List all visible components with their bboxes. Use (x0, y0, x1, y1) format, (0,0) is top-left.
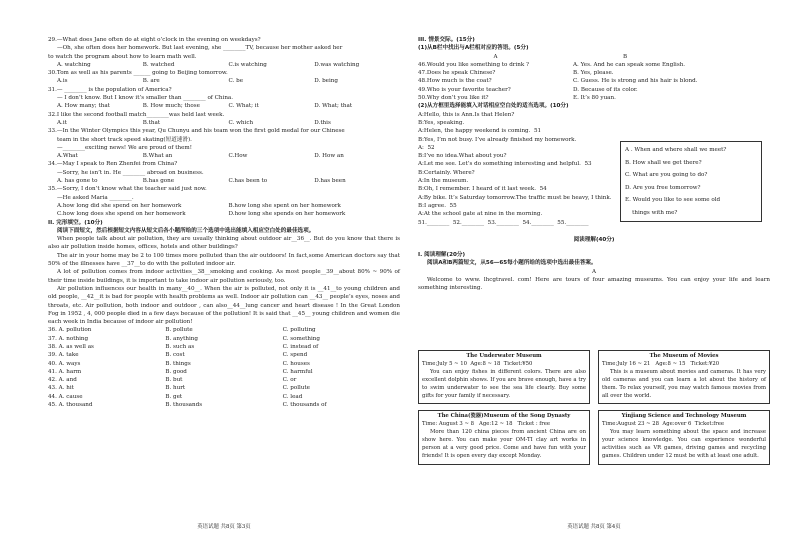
choice-item: B. How shall we get there? (625, 159, 702, 166)
prompt: 49.Who is your favorite teacher? (418, 86, 511, 93)
answer-options (48, 202, 400, 210)
matching-row (418, 69, 770, 77)
dialogue-line: B:Certainly. Where? (418, 169, 475, 176)
section-heading: II. 完形填空。(10分) (48, 219, 103, 226)
part-title: (1)从B栏中找出与A栏相对应的答语。(5分) (418, 45, 529, 52)
answer-options (48, 152, 400, 160)
dialogue-line: A:Let me see. Let’s do something interesting and helpful. 53 (418, 161, 596, 168)
question-line: —He asked Maria ________. (57, 194, 134, 201)
option[interactable]: C.How (228, 153, 248, 160)
passage-intro: Welcome to www. lhcgtravel. com! Here are tours of four amazing museums. You can enjoy your life and learn something interesting. (418, 277, 770, 292)
option[interactable]: C. polluting (282, 327, 316, 334)
museum-info: Time:August 23 ~ 28 Age:over 6 Ticket:free (602, 421, 725, 428)
option[interactable]: 41. A. harm (48, 368, 82, 375)
response: B. Yes, please. (573, 70, 614, 77)
option[interactable]: B.how long she spent on her homework (228, 202, 341, 209)
option[interactable]: C. houses (282, 360, 310, 367)
museum-info: Time:July 16 ~ 21 Age:8 ~ 15 Ticket:¥20 (602, 360, 720, 367)
option[interactable]: A. How many; that (57, 103, 110, 110)
option[interactable]: D.how long she spends on her homework (228, 211, 346, 218)
response: A. Yes. And he can speak some English. (573, 61, 686, 68)
response: E. It’s 80 yuan. (573, 95, 616, 102)
section-heading: III. 情景交际。(15分) (418, 37, 475, 43)
column-headers (418, 53, 770, 61)
option[interactable]: B. such as (165, 343, 195, 350)
option[interactable]: D.has been (314, 178, 346, 185)
question-stem: 29.—What does Jane often do at eight o’clock in the evening on weekdays? (48, 37, 261, 43)
option[interactable]: B.has gone (142, 178, 175, 185)
option[interactable]: 42. A. and (48, 377, 77, 384)
response: C. Guess. He is strong and his hair is blond. (573, 78, 698, 85)
matching-row (418, 77, 770, 85)
museum-description: More than 120 china pieces from ancient China are on show here. You can make your OM-TI clay art works in person at a very good price. Come and have fun with your friends! It is open every day except Monday. (422, 429, 586, 459)
prompt: 48.How much is the coat? (418, 78, 492, 85)
section-heading: I. 阅读理解(20分) (418, 252, 466, 259)
passage-label: A (591, 268, 597, 275)
museum-name: Yinjiang Science and Technology Museum (621, 413, 747, 420)
option[interactable]: B. but (165, 377, 183, 384)
answer-options (48, 177, 400, 185)
option-row (48, 368, 400, 376)
dialogue-line: B:Yes, I’m not busy. I’ve already finished my homework. (418, 136, 577, 143)
option-row (48, 326, 400, 334)
question-stem: 34.—May I speak to Ren Zhenfei from China? (48, 161, 178, 168)
matching-row (418, 86, 770, 94)
section-title: 阅读理解(40分) (573, 236, 615, 243)
dialogue-line: B:Yes, speaking. (418, 119, 465, 126)
option[interactable]: C. thousands of (282, 402, 327, 409)
option[interactable]: C. be (228, 78, 244, 85)
choices-box (620, 141, 762, 222)
option[interactable]: B. pollute (165, 327, 193, 334)
option[interactable]: 38. A. as well as (48, 343, 94, 350)
option[interactable]: D.was watching (314, 61, 360, 68)
option[interactable]: 43. A. hit (48, 385, 74, 392)
option[interactable]: 37. A. nothing (48, 335, 89, 342)
option[interactable]: A.how long did she spend on her homework (57, 202, 182, 209)
question-line: to watch the program about how to learn math well. (48, 53, 197, 60)
answer-options (48, 102, 400, 110)
option[interactable]: B. anything (165, 335, 198, 342)
section-instruction: 阅读A和B两篇短文，从56—65每小题所给的选项中选出最佳答案。 (427, 260, 597, 267)
prompt: 47.Does he speak Chinese? (418, 70, 496, 77)
option[interactable]: 39. A. take (48, 352, 79, 359)
passage-paragraph: Air pollution influences our health in many__40__. When the air is polluted, not only it is __41__to young children and old people, __42__it is bad for people with health problems as well. Indoor air pollution can __43__ people’s eyes, noses and throats, etc. Air pollution, both indoor and outdoor , can also__44__lung cancer and heart disease ! In the Great London Fog in 1952 , 4, 000 people died in a few days because of the pollution! It is said that __45__ young children and women die each week in India because of indoor air pollution! (48, 285, 400, 326)
dialogue-line: A:In the museum. (418, 178, 469, 185)
matching-row (418, 61, 770, 69)
answer-options (48, 119, 400, 127)
option[interactable]: D. being (314, 78, 338, 85)
answer-options (48, 77, 400, 85)
dialogue-line: A:At the school gate at nine in the morning. (418, 211, 543, 218)
dialogue-line: B:Oh, I remember. I heard of it last week. 54 (418, 186, 551, 193)
left-page (48, 36, 400, 409)
option[interactable]: C. or (282, 377, 297, 384)
option[interactable]: C.has been to (228, 178, 268, 185)
museum-card (418, 410, 590, 464)
museum-grid (418, 350, 770, 465)
choice-item: things with me? (625, 209, 678, 216)
option[interactable]: B. hurt (165, 385, 186, 392)
museum-name: The Museum of Movies (649, 353, 719, 359)
option[interactable]: A.it (57, 119, 67, 126)
museum-description: You can enjoy fishes in different colors. There are also excellent dolphin shows. If you are brave enough, have a try to swim underwater to see the sea life clearly. Buy some gifts for your family if necessary. (422, 368, 586, 399)
option-row (48, 351, 400, 359)
option[interactable]: B. are (142, 78, 160, 85)
option[interactable]: 45. A. thousand (48, 402, 93, 409)
dialogue-line: B:I’ve no idea.What about you? (418, 153, 507, 160)
museum-description: This is a museum about movies and cameras. It has very old cameras and you can learn a lot about the history of them. To relax yourself, you may watch famous movies from all over the world. (602, 368, 766, 399)
cloze-options (48, 326, 400, 409)
option[interactable]: A. watching (57, 61, 91, 68)
museum-name: The Underwater Museum (466, 353, 542, 359)
option[interactable]: C. What; it (228, 103, 259, 110)
option[interactable]: C. lead (282, 393, 303, 400)
question-stem: 32.I like the second football match________was held last week. (48, 111, 225, 118)
passage-paragraph: When people talk about air pollution, they are usually thinking about outdoor air__36__. But do you know that there is also air pollution inside homes, offices, hotels and other buildings? (48, 236, 400, 251)
question-line: team in the short track speed skating(短道速滑). (57, 136, 192, 143)
question-stem: 30.Tom as well as his parents ______ going to Beijing tomorrow. (48, 70, 228, 77)
museum-info: Time: August 3 ~ 8 Age:12 ~ 18 Ticket : free (422, 421, 551, 428)
museum-info: Time:July 5 ~ 10 Age:8 ~ 18 Ticket:¥50 (422, 360, 533, 367)
option[interactable]: B. get (165, 393, 183, 400)
response: D. Because of its color. (573, 86, 638, 93)
option[interactable]: B. good (165, 368, 187, 375)
question-stem: 33.—In the Winter Olympics this year, Qu Chunyu and his team won the first gold medal for our Chinese (48, 128, 345, 135)
dialogue-line: A: 52 (418, 144, 439, 151)
question-line: —________exciting news! We are proud of them! (57, 144, 192, 151)
question-line: —Sorry, he isn’t in. He ________ abroad on business. (57, 169, 204, 176)
prompt: 50.Why don’t you like it? (418, 95, 489, 102)
option[interactable]: B. How much; those (142, 103, 200, 110)
option[interactable]: B. things (165, 360, 191, 367)
choice-item: C. What are you going to do? (625, 172, 708, 178)
option[interactable]: C. instead of (282, 343, 319, 350)
option[interactable]: C.is watching (228, 61, 267, 68)
museum-description: You may learn something about the space and increase your science knowledge. You can experience wonderful activities such as VR games, driving games and recycling games. Children under 12 must be with at least one adult. (602, 429, 766, 459)
page-footer: 英语试题 共8页 第4页 (567, 524, 621, 530)
question-stem: 31.— ________ is the population of America? (48, 86, 172, 93)
question-line: —Oh, she often does her homework. But last evening, she ________TV, because her mother asked her (57, 45, 343, 52)
dialogue-line: A:By bike. It’s Saturday tomorrow.The traffic must be heavy, I think. (418, 194, 612, 201)
option-row (48, 376, 400, 384)
option[interactable]: B.that (142, 119, 161, 126)
option-row (48, 393, 400, 401)
column-b-label: B (623, 53, 628, 60)
museum-name: The China(瓷器)Museum of the Song Dynasty (437, 413, 571, 420)
museum-card (598, 410, 770, 464)
answer-options (48, 210, 400, 218)
option[interactable]: D. What; that (314, 103, 353, 110)
dialogue-line: A:Hello, this is Ann.Is that Helen? (418, 111, 515, 118)
option[interactable]: B.What an (142, 153, 173, 160)
matching-row (418, 94, 770, 102)
choice-item: E. Would you like to see some old (625, 197, 721, 203)
option[interactable]: C. which (228, 119, 254, 126)
prompt: 46.Would you like something to drink ? (418, 61, 530, 68)
option[interactable]: A.is (57, 78, 68, 85)
option[interactable]: 36. A. pollution (48, 327, 92, 334)
option[interactable]: B. cost (165, 352, 185, 359)
page-footer: 英语试题 共8页 第3页 (197, 524, 251, 530)
choice-item: A . When and where shall we meet? (625, 147, 727, 153)
option[interactable]: C. harmful (282, 368, 313, 375)
passage-paragraph: A lot of pollution comes from indoor activities__38__smoking and cooking. As most people__39__about 80% ~ 90% of their time inside buildings, it is important to take indoor air pollution seriously, too. (48, 269, 400, 284)
option[interactable]: C. pollute (282, 385, 310, 392)
option[interactable]: A. has gone to (57, 178, 98, 185)
option[interactable]: D.this (314, 119, 331, 126)
answer-blanks[interactable]: 51.________ 52.________ 53.________ 54.________ 55.________ (418, 219, 589, 226)
option-row (48, 384, 400, 392)
option[interactable]: A.What (57, 153, 78, 160)
option-row (48, 343, 400, 351)
passage-paragraph: The air in your home may be 2 to 100 times more polluted than the air outdoors! In fact,some American doctors say that 50% of the illnesses have __37__to do with the polluted indoor air. (48, 252, 400, 268)
section-instruction: 阅读下面短文，然后根据短文内容从短文后各小题所给的三个选项中选出能填入相应空白处的最佳选项。 (57, 227, 315, 234)
dialogue-line: B:I agree. 55 (418, 202, 461, 209)
option[interactable]: C. something (282, 335, 320, 342)
option[interactable]: C.how long does she spend on her homework (57, 211, 186, 218)
museum-card (418, 350, 590, 404)
option[interactable]: B. watched (142, 61, 175, 68)
option-row (48, 360, 400, 368)
dialogue-line: A:Helen, the happy weekend is coming. 51 (418, 128, 545, 135)
choice-item: D. Are you free tomorrow? (625, 184, 701, 191)
option[interactable]: 40. A. ways (48, 360, 81, 367)
part-title: (2)从方框里选择能填入对话相应空白处的适当选项。(10分) (418, 103, 569, 110)
option[interactable]: D. How an (314, 153, 344, 160)
option[interactable]: C. spend (282, 352, 308, 359)
question-stem: 35.—Sorry, I don’t know what the teacher said just now. (48, 186, 207, 193)
column-a-label: A (493, 53, 498, 60)
museum-card (598, 350, 770, 404)
option-row (48, 335, 400, 343)
option[interactable]: B. thousands (165, 402, 203, 409)
option-row (48, 401, 400, 409)
answer-options (48, 61, 400, 69)
question-line: — I don’t know. But I know it’s smaller than ________ of China. (57, 95, 234, 102)
option[interactable]: 44. A. cause (48, 393, 83, 400)
